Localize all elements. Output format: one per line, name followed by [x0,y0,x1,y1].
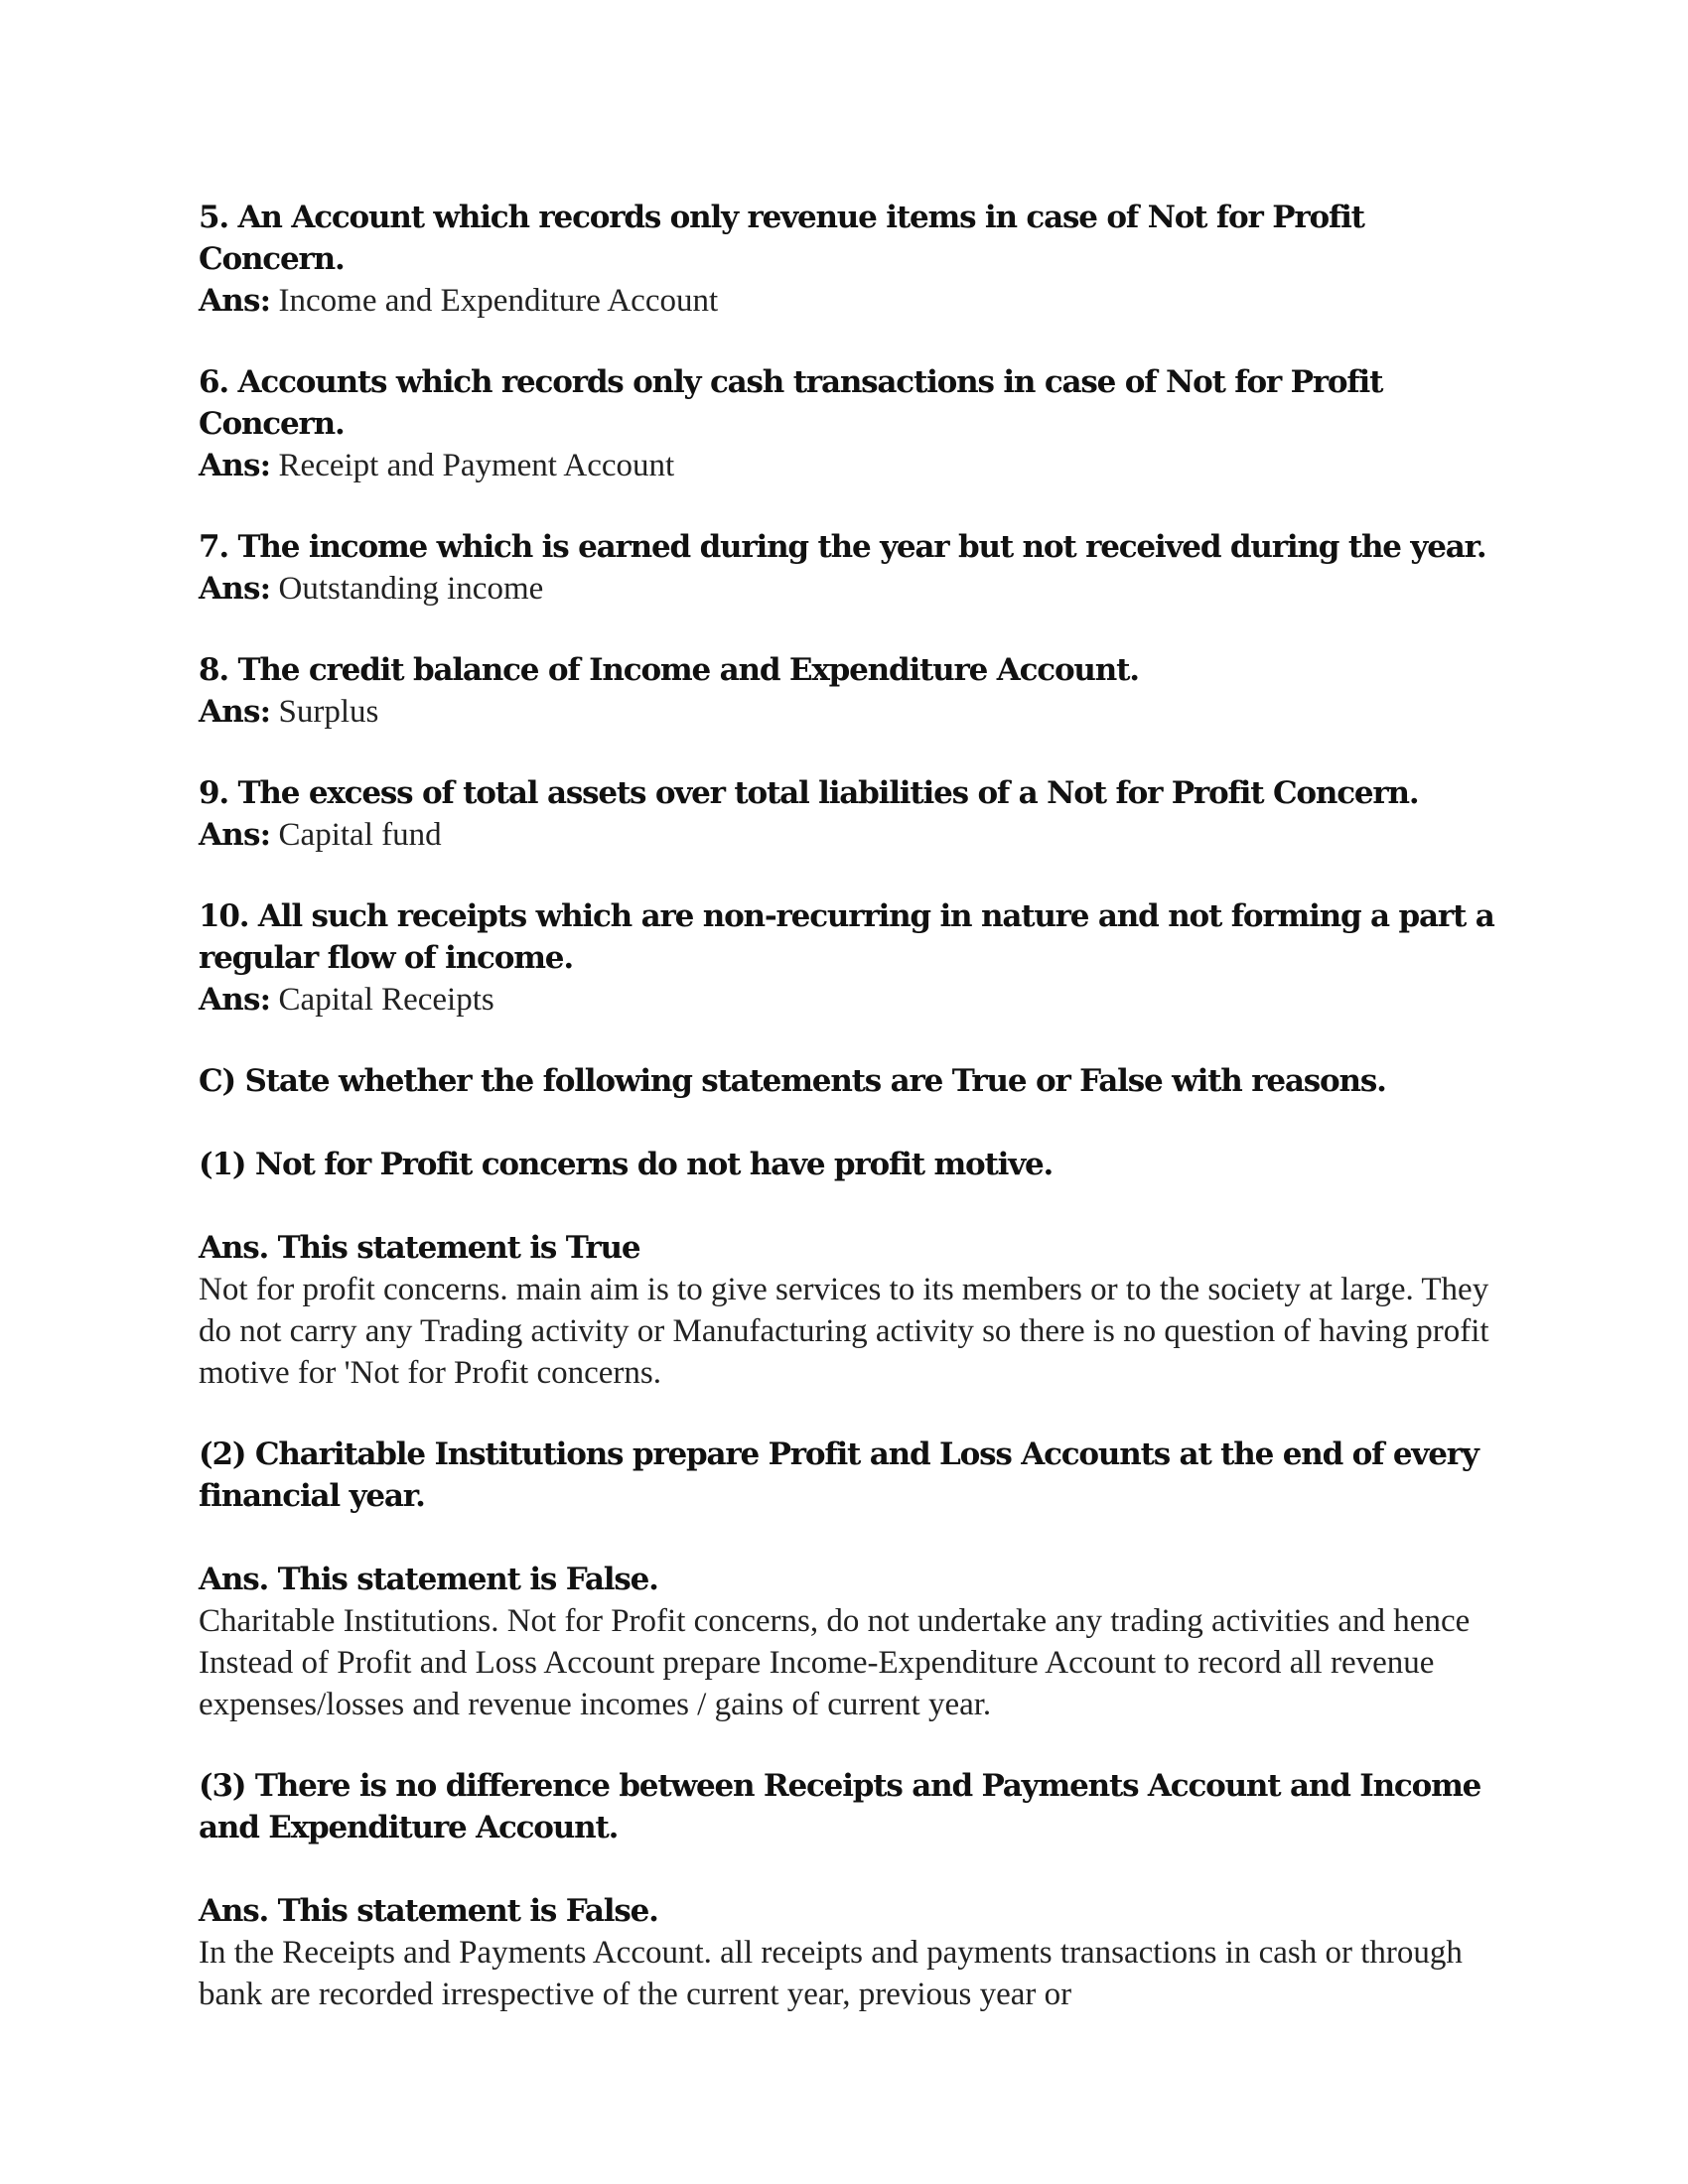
question-text: 10. All such receipts which are non-recurring in nature and not forming a part a regular flow of income. [199,898,1494,976]
qa-item-5 [199,197,1499,322]
tf-answer-heading: Ans. This statement is False. [199,1893,658,1929]
section-c-heading: C) State whether the following statements are True or False with reasons. [199,1063,1386,1099]
tf-answer-heading: Ans. This statement is False. [199,1562,658,1597]
tf-item-3 [199,1765,1499,2015]
answer-line [199,445,1499,486]
answer-line [199,691,1499,733]
tf-answer-heading: Ans. This statement is True [199,1230,640,1266]
question-text: 9. The excess of total assets over total liabilities of a Not for Profit Concern. [199,775,1419,811]
qa-item-8 [199,649,1499,733]
answer-text: Receipt and Payment Account [278,448,675,483]
tf-item-1 [199,1144,1499,1394]
tf-reason: Charitable Institutions. Not for Profit concerns, do not undertake any trading activities and hence Instead of Profit and Loss Account prepare Income-Expenditure Account to record all revenue expenses/losses and revenue incomes / gains of current year. [199,1603,1471,1722]
answer-label: Ans: [199,982,271,1018]
question-text: 6. Accounts which records only cash transactions in case of Not for Profit Concern. [199,364,1383,442]
tf-statement: (2) Charitable Institutions prepare Profit and Loss Accounts at the end of every financial year. [199,1436,1478,1514]
answer-label: Ans: [199,448,271,483]
answer-text: Outstanding income [278,571,544,607]
answer-label: Ans: [199,694,271,730]
qa-item-7 [199,526,1499,610]
qa-item-9 [199,772,1499,856]
tf-statement: (3) There is no difference between Receipts and Payments Account and Income and Expenditure Account. [199,1768,1481,1845]
answer-label: Ans: [199,817,271,853]
answer-line [199,979,1499,1021]
answer-text: Capital Receipts [278,982,494,1018]
qa-item-6 [199,361,1499,486]
answer-label: Ans: [199,571,271,607]
qa-item-10 [199,895,1499,1021]
question-text: 8. The credit balance of Income and Expenditure Account. [199,652,1139,688]
answer-text: Income and Expenditure Account [278,283,719,319]
question-text: 5. An Account which records only revenue items in case of Not for Profit Concern. [199,200,1364,277]
answer-line [199,568,1499,610]
tf-reason: Not for profit concerns. main aim is to give services to its members or to the society at large. They do not carry any Trading activity or Manufacturing activity so there is no question of having profit motive for 'Not for Profit concerns. [199,1272,1489,1391]
document-page [199,197,1499,2055]
tf-statement: (1) Not for Profit concerns do not have profit motive. [199,1147,1054,1182]
tf-reason: In the Receipts and Payments Account. all receipts and payments transactions in cash or through bank are recorded irrespective of the current year, previous year or [199,1935,1463,2012]
tf-item-2 [199,1433,1499,1725]
answer-text: Capital fund [278,817,442,853]
answer-line [199,280,1499,322]
answer-line [199,814,1499,856]
answer-text: Surplus [278,694,379,730]
question-text: 7. The income which is earned during the year but not received during the year. [199,529,1486,565]
answer-label: Ans: [199,283,271,319]
